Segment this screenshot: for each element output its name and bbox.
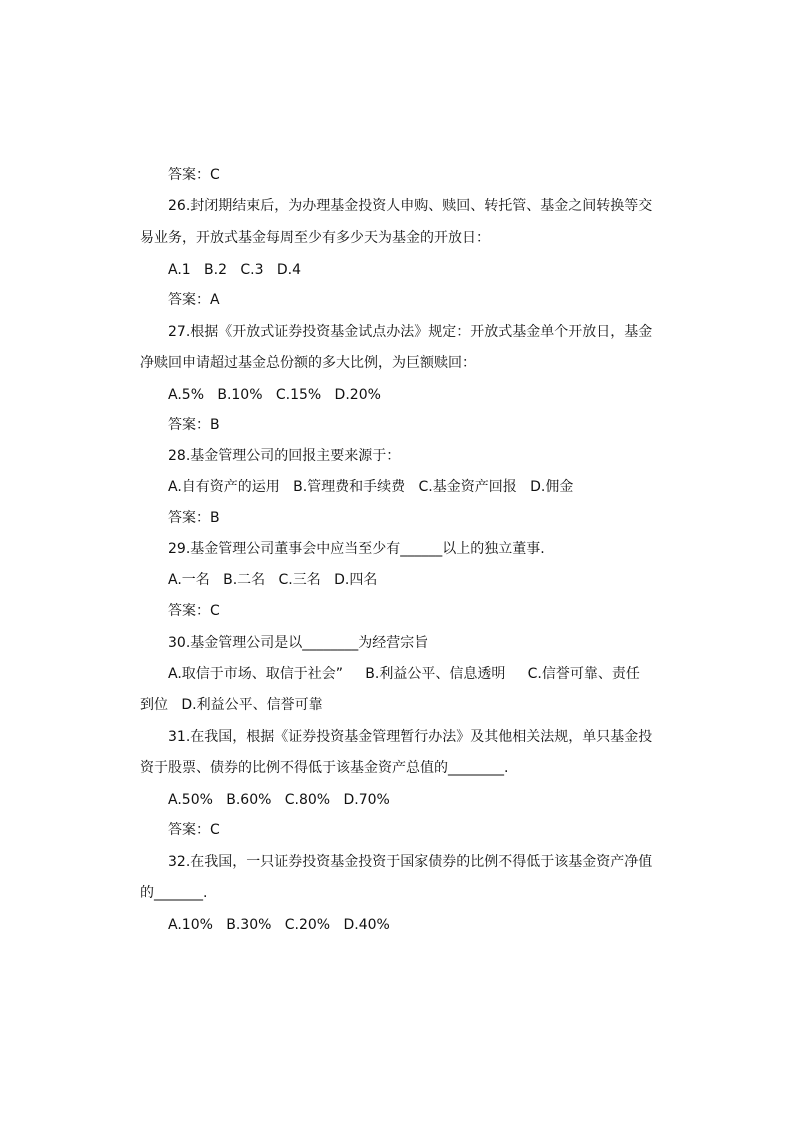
- question-32-line-2: 的_______.: [140, 885, 208, 901]
- options-27: A.5% B.10% C.15% D.20%: [168, 387, 381, 403]
- options-28: A.自有资产的运用 B.管理费和手续费 C.基金资产回报 D.佣金: [168, 479, 574, 495]
- question-27-line-2: 净赎回申请超过基金总份额的多大比例，为巨额赎回：: [140, 355, 476, 371]
- question-31-line-2: 资于股票、债券的比例不得低于该基金资产总值的________.: [140, 760, 509, 776]
- options-31: A.50% B.60% C.80% D.70%: [168, 792, 390, 808]
- answer-31: 答案：C: [168, 822, 220, 838]
- answer-28: 答案：B: [168, 510, 220, 526]
- answer-25: 答案：C: [168, 167, 220, 183]
- answer-26: 答案：A: [168, 292, 220, 308]
- options-29: A.一名 B.二名 C.三名 D.四名: [168, 572, 378, 588]
- question-29: 29.基金管理公司董事会中应当至少有______以上的独立董事.: [168, 541, 545, 557]
- question-26-line-1: 26.封闭期结束后，为办理基金投资人申购、赎回、转托管、基金之间转换等交: [168, 198, 653, 214]
- answer-29: 答案：C: [168, 603, 220, 619]
- question-28: 28.基金管理公司的回报主要来源于：: [168, 448, 401, 464]
- question-30: 30.基金管理公司是以________为经营宗旨: [168, 635, 429, 651]
- options-32: A.10% B.30% C.20% D.40%: [168, 917, 390, 933]
- question-27-line-1: 27.根据《开放式证券投资基金试点办法》规定：开放式基金单个开放日，基金: [168, 324, 653, 340]
- question-31-line-1: 31.在我国，根据《证券投资基金管理暂行办法》及其他相关法规，单只基金投: [168, 729, 653, 745]
- options-30-line-2: 到位 D.利益公平、信誉可靠: [140, 697, 323, 713]
- question-32-line-1: 32.在我国，一只证券投资基金投资于国家债券的比例不得低于该基金资产净值: [168, 854, 653, 870]
- question-26-line-2: 易业务，开放式基金每周至少有多少天为基金的开放日：: [140, 230, 490, 246]
- options-30-line-1: A.取信于市场、取信于社会” B.利益公平、信息透明 C.信誉可靠、责任: [168, 666, 640, 682]
- answer-27: 答案：B: [168, 417, 220, 433]
- options-26: A.1 B.2 C.3 D.4: [168, 262, 301, 278]
